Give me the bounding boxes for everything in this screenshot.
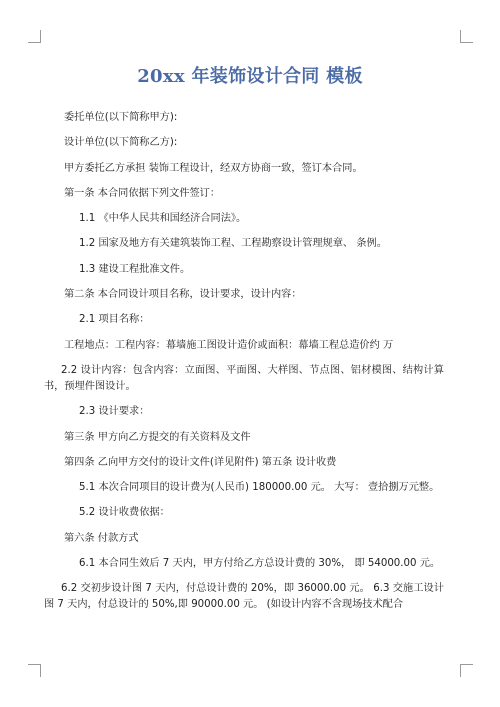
- title-rest: 年装饰设计合同 模板: [184, 66, 363, 87]
- paragraph: 第二条 本合同设计项目名称，设计要求，设计内容：: [64, 289, 302, 301]
- paragraph: 2.1 项目名称：: [79, 314, 150, 326]
- document-title: [0, 62, 500, 88]
- crop-mark-bottom-right: [460, 664, 473, 677]
- paragraph: 第四条 乙向甲方交付的设计文件(详见附件) 第五条 设计收费: [64, 456, 337, 468]
- paragraph: 第一条 本合同依据下列文件签订：: [64, 187, 221, 199]
- paragraph: 委托单位(以下简称甲方):: [64, 112, 178, 123]
- paragraph: 第三条 甲方向乙方提交的有关资料及文件: [64, 431, 251, 443]
- paragraph: 1.1 《中华人民共和国经济合同法》。: [79, 213, 247, 225]
- crop-mark-bottom-left: [28, 664, 41, 677]
- paragraph: 5.2 设计收费依据：: [79, 507, 170, 519]
- paragraph: 1.2 国家及地方有关建筑装饰工程、工程勘察设计管理规章、 条例。: [79, 238, 387, 250]
- title-prefix: 20xx: [137, 66, 185, 87]
- paragraph: 6.1 本合同生效后 7 天内，甲方付给乙方总设计费的 30%， 即 54000.00 元。: [79, 558, 441, 570]
- paragraph: 设计单位(以下简称乙方):: [64, 137, 178, 149]
- paragraph: 甲方委托乙方承担 装饰工程设计，经双方协商一致，签订本合同。: [64, 162, 363, 174]
- paragraph: 2.2 设计内容：包含内容：立面图、平面图、大样图、节点图、铝材模图、结构计算书，预埋件图设计。: [44, 364, 444, 392]
- paragraph: 2.3 设计要求：: [79, 406, 150, 418]
- paragraph: 1.3 建设工程批准文件。: [79, 263, 191, 275]
- paragraph: 5.1 本次合同项目的设计费为(人民币) 180000.00 元。 大写： 壹拾捌万元整。: [79, 482, 440, 494]
- paragraph: 工程地点：工程内容：幕墙施工图设计造价或面积：幕墙工程总造价约 万: [64, 339, 394, 351]
- document-body: [44, 110, 444, 623]
- paragraph: 第六条 付款方式: [64, 532, 139, 544]
- paragraph: 6.2 交初步设计图 7 天内，付总设计费的 20%，即 36000.00 元。 6.3 交施工设计图 7 天内，付总设计的 50%,即 90000.00 元。 (如设计内容不含现场技术配合: [44, 583, 444, 611]
- crop-mark-top-left: [28, 30, 41, 43]
- crop-mark-top-right: [460, 30, 473, 43]
